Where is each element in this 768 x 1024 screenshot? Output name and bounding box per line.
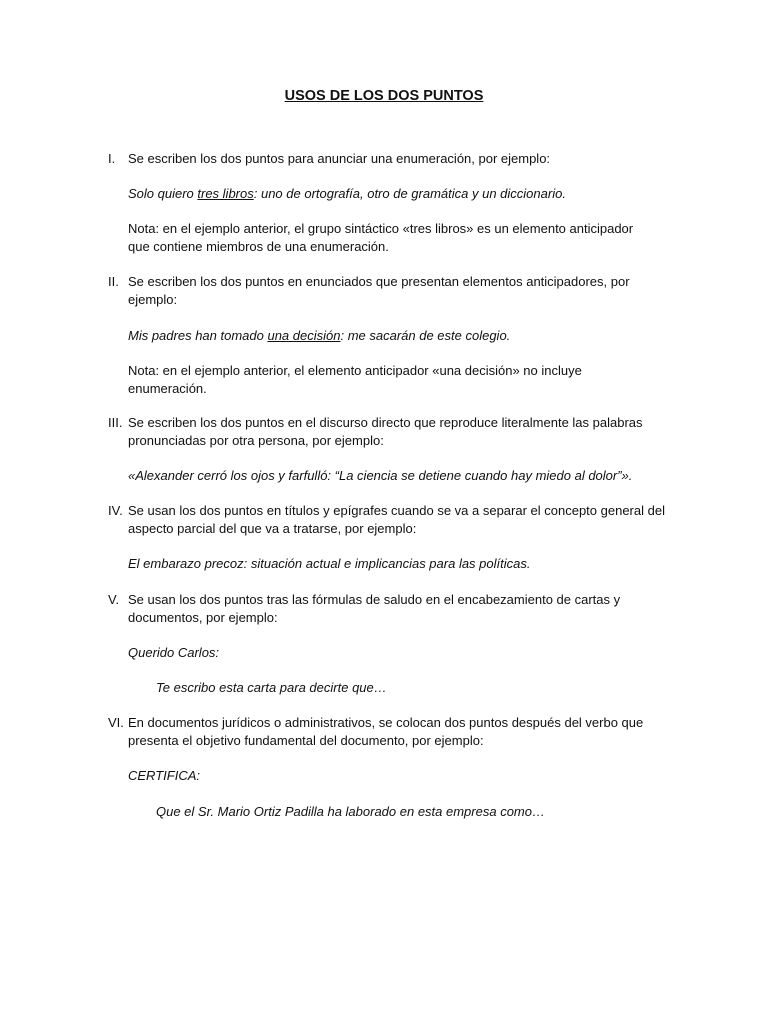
document-title: USOS DE LOS DOS PUNTOS <box>284 88 484 104</box>
section-text-line: presenta el objetivo fundamental del documento, por ejemplo: <box>128 733 484 748</box>
example-underlined-text: tres libros <box>197 186 254 201</box>
section-text-line: Se escriben los dos puntos para anunciar una enumeración, por ejemplo: <box>128 151 551 166</box>
example-sentence: Querido Carlos: <box>128 645 220 660</box>
example-indented-sentence: Te escribo esta carta para decirte que… <box>156 680 387 695</box>
example-sentence: «Alexander cerró los ojos y farfulló: “La ciencia se detiene cuando hay miedo al dolor”». <box>128 468 633 483</box>
note-line: enumeración. <box>128 381 207 396</box>
note-line: que contiene miembros de una enumeración. <box>128 239 389 254</box>
note-line: Nota: en el ejemplo anterior, el grupo sintáctico «tres libros» es un elemento anticipador <box>128 221 634 236</box>
section-number: IV. <box>108 503 123 518</box>
section-text-line: ejemplo: <box>128 292 178 307</box>
section-number: VI. <box>108 715 124 730</box>
example-sentence: CERTIFICA: <box>128 768 200 783</box>
example-underlined-text: una decisión <box>267 328 341 343</box>
example-text: Mis padres han tomado <box>128 328 268 343</box>
example-text: : uno de ortografía, otro de gramática y un diccionario. <box>253 186 566 201</box>
section-text-line: En documentos jurídicos o administrativos, se colocan dos puntos después del verbo que <box>128 715 644 730</box>
section-text-line: Se usan los dos puntos en títulos y epígrafes cuando se va a separar el concepto general del <box>128 503 665 518</box>
example-sentence: El embarazo precoz: situación actual e implicancias para las políticas. <box>128 556 531 571</box>
example-text: Solo quiero <box>128 186 198 201</box>
example-sentence <box>128 327 510 344</box>
section-text-line: documentos, por ejemplo: <box>128 610 278 625</box>
section-text-line: Se usan los dos puntos tras las fórmulas de saludo en el encabezamiento de cartas y <box>128 592 621 607</box>
example-sentence <box>128 185 566 202</box>
section-number: II. <box>108 274 119 289</box>
section-text-line: pronunciadas por otra persona, por ejemplo: <box>128 433 384 448</box>
section-number: V. <box>108 592 120 607</box>
section-text-line: Se escriben los dos puntos en enunciados que presentan elementos anticipadores, por <box>128 274 630 289</box>
section-number: III. <box>108 415 123 430</box>
example-text: : me sacarán de este colegio. <box>340 328 511 343</box>
example-indented-sentence: Que el Sr. Mario Ortiz Padilla ha laborado en esta empresa como… <box>156 804 545 819</box>
section-number: I. <box>108 151 116 166</box>
section-text-line: Se escriben los dos puntos en el discurso directo que reproduce literalmente las palabras <box>128 415 643 430</box>
note-line: Nota: en el ejemplo anterior, el elemento anticipador «una decisión» no incluye <box>128 363 582 378</box>
section-text-line: aspecto parcial del que va a tratarse, por ejemplo: <box>128 521 417 536</box>
